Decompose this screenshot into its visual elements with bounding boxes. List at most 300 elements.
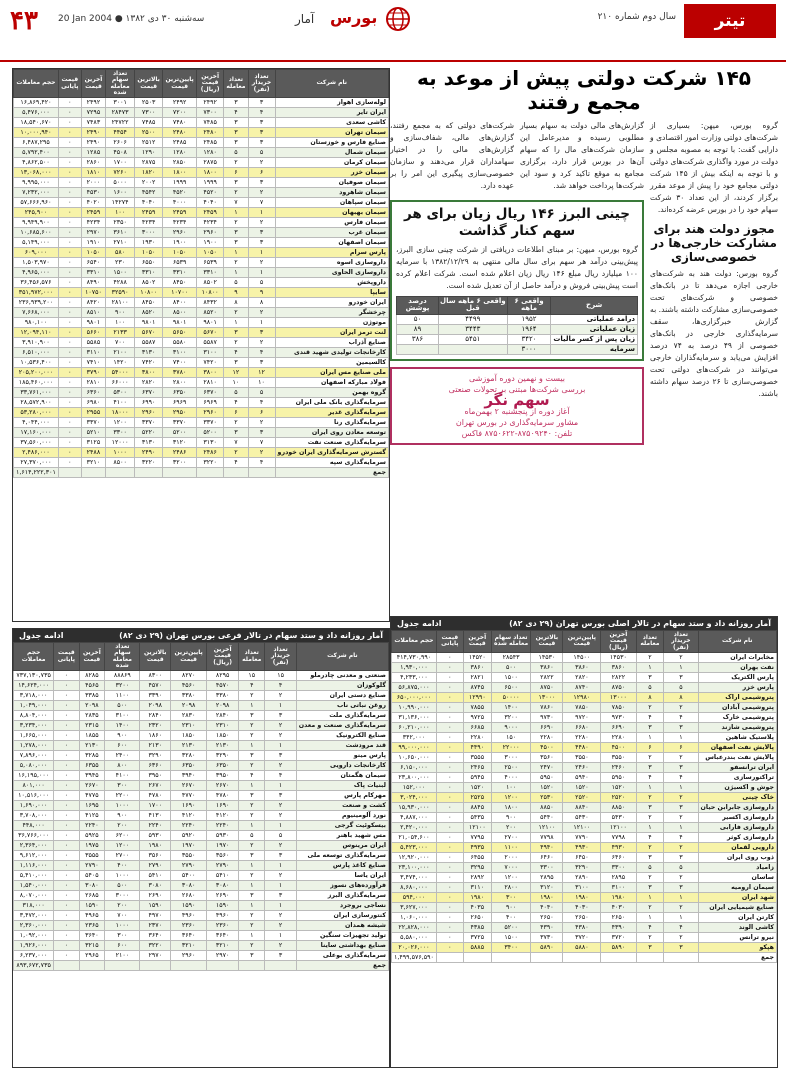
value-cell: ۳۶,۴۵۶,۵۷۶ [14, 278, 59, 288]
value-cell: ۵۵۸۰ [163, 338, 197, 348]
table-row [14, 258, 389, 268]
value-cell: ۳ [239, 891, 265, 901]
company-name-cell: سیمان غرب [275, 228, 388, 238]
company-name-cell: داروسازی کوثر [698, 832, 777, 842]
company-name-cell: صنایع بهداشتی ساینا [296, 941, 388, 951]
value-cell: ۱ [239, 931, 265, 941]
ad-line-2: آغاز دوره از پنجشنبه ۲ بهمن‌ماه [464, 406, 570, 416]
value-cell: ۱ [224, 318, 248, 328]
value-cell: ۷۸۵۰ [601, 702, 636, 712]
value-cell: ۳ [664, 942, 698, 952]
value-cell: ۵۲۲۰ [135, 428, 163, 438]
value-cell: ۲۸۷۵ [135, 158, 163, 168]
value-cell: ۳ [224, 118, 248, 128]
company-name-cell: لبنیات پاک [296, 781, 388, 791]
value-cell: ۱۹۰۰ [197, 238, 224, 248]
value-cell: ۸۳۰۰ [140, 671, 171, 681]
table-row [392, 732, 777, 742]
value-cell: ۱۲۰۰ [491, 872, 530, 882]
value-cell: ۱۹۷۵ [79, 841, 105, 851]
value-cell: ۱۱۰۰ [491, 842, 530, 852]
value-cell: ۷۷۹۸ [601, 832, 636, 842]
value-cell: ۲ [636, 932, 664, 942]
main-table-header [14, 70, 389, 98]
value-cell: ۳۵۱,۹۷۲,۰۰۰ [14, 288, 59, 298]
company-name-cell: کارخانجات تولیدی شهید قندی [275, 348, 388, 358]
value-cell: ۲ [265, 811, 296, 821]
bottom-left-title-bar [13, 629, 389, 642]
value-cell: ۵ [265, 831, 296, 841]
value-cell: ۶۶۸۵ [463, 722, 491, 732]
value-cell: ۴۱۲۵ [79, 811, 105, 821]
company-name-cell: نساجی بروجرد [296, 901, 388, 911]
value-cell: ۵,۴۷۶,۰۰۰ [14, 108, 59, 118]
value-cell: ۴۹۶۰ [207, 911, 239, 921]
value-cell: ۳ [224, 358, 248, 368]
value-cell: ۵ [248, 278, 275, 288]
value-cell: ۲۹۵۵ [81, 408, 105, 418]
table-row [14, 438, 389, 448]
value-cell: ۰ [58, 268, 81, 278]
company-name-cell: نفت بهران [698, 662, 777, 672]
value-cell: ۲۴۷۰ [531, 762, 563, 772]
value-cell: ۱ [636, 732, 664, 742]
value-cell: ۱۹۵۲ [507, 314, 551, 324]
value-cell: ۹۹,۰۰۰,۰۰۰ [392, 742, 437, 752]
value-cell: ۰ [436, 682, 463, 692]
value-cell: ۰ [58, 158, 81, 168]
value-cell: ۶,۵۱۰,۰۰۰ [14, 348, 59, 358]
value-cell: ۱۲۱۰۰ [601, 822, 636, 832]
value-cell: ۲۵۳۰ [531, 792, 563, 802]
value-cell: ۱,۹۲۶,۰۰۰ [14, 941, 54, 951]
table-row [14, 791, 389, 801]
value-cell: ۵۴۱۰ [207, 871, 239, 881]
value-cell: ۵,۵۸۰,۰۰۰ [392, 932, 437, 942]
value-cell: ۱,۶۶۵,۰۰۰ [14, 731, 54, 741]
bottom-left-col-header: پایین‌ترین قیمت [171, 643, 207, 671]
value-cell: ۲۷۰۰ [105, 851, 140, 861]
main-col-header: تعداد معامله [224, 70, 248, 98]
value-cell: ۳۳۸۰ [171, 691, 207, 701]
value-cell: ۲ [664, 752, 698, 762]
value-cell: ۲ [248, 218, 275, 228]
value-cell: ۱۹۹۹ [197, 178, 224, 188]
value-cell: ۳۵۶۰ [207, 851, 239, 861]
value-cell: ۳۳۱۰ [135, 268, 163, 278]
value-cell: ۲۹۶۵ [79, 951, 105, 961]
value-cell: ۳ [636, 802, 664, 812]
table-row [392, 912, 777, 922]
company-name-cell: درآمد عملیاتی [551, 314, 638, 324]
value-cell: ۶ [224, 408, 248, 418]
value-cell: ۰ [436, 842, 463, 852]
company-name-cell: چرخشگر [275, 308, 388, 318]
main-col-header: آخرین قیمت [81, 70, 105, 98]
value-cell: ۱۴۵۰۰ [563, 652, 601, 662]
value-cell: ۴ [636, 922, 664, 932]
value-cell: ۶۶۰۰۰ [106, 378, 135, 388]
value-cell: ۰ [436, 692, 463, 702]
value-cell: ۲ [636, 792, 664, 802]
value-cell: ۵۶۷۰ [135, 328, 163, 338]
main-col-header: پایین‌ترین قیمت [163, 70, 197, 98]
value-cell: ۲۸۲۱ [463, 672, 491, 682]
company-name-cell: پتروشیمی شازند [698, 722, 777, 732]
value-cell: ۲ [224, 338, 248, 348]
table-row [14, 731, 389, 741]
company-name-cell: داروسازی جابرابن حیان [698, 802, 777, 812]
value-cell: ۱۰ [224, 378, 248, 388]
value-cell: ۲۲۸۰ [563, 732, 601, 742]
value-cell: ۰ [436, 792, 463, 802]
value-cell: ۰ [58, 258, 81, 268]
main-col-header: تعداد سهام معامله شده [106, 70, 135, 98]
company-name-cell: پتروشیمی اراک [698, 692, 777, 702]
value-cell: ۹۸۰۱ [197, 318, 224, 328]
value-cell: ۱۰۵۰ [163, 248, 197, 258]
value-cell: ۲۴۷۲۲ [106, 118, 135, 128]
value-cell: ۲۸,۵۷۲,۹۰۰ [14, 398, 59, 408]
value-cell [239, 961, 265, 971]
table-row [14, 168, 389, 178]
ad-brand: سهم نگر [484, 390, 550, 409]
value-cell: ۴ [248, 458, 275, 468]
value-cell: ۲۵۰۳ [135, 98, 163, 108]
value-cell: ۴۰۰۰ [163, 198, 197, 208]
value-cell: ۲ [664, 702, 698, 712]
value-cell: ۲۳,۱۰۰,۰۰۰ [392, 862, 437, 872]
value-cell: ۱۰۵۰ [81, 248, 105, 258]
value-cell: ۲۶۷۰ [207, 781, 239, 791]
value-cell: ۲ [239, 691, 265, 701]
value-cell: ۲۴۸۰ [163, 128, 197, 138]
value-cell [664, 952, 698, 962]
value-cell: ۲ [664, 652, 698, 662]
value-cell: ۱۴۵۳۰ [601, 652, 636, 662]
value-cell: ۱۰,۶۵۰,۰۰۰ [392, 752, 437, 762]
value-cell: ۲۳۵۰ [106, 218, 135, 228]
company-name-cell: دارویی لقمان [698, 842, 777, 852]
value-cell: ۲۳۶۰ [207, 921, 239, 931]
value-cell: ۲ [239, 761, 265, 771]
value-cell: ۲ [239, 871, 265, 881]
value-cell: ۲۹۶۰ [163, 228, 197, 238]
table-row [14, 338, 389, 348]
value-cell: ۲۴۸۶ [197, 448, 224, 458]
value-cell: ۱,۰۹۲,۰۰۰ [14, 931, 54, 941]
company-name-cell: مخابرات ایران [698, 652, 777, 662]
value-cell: ۲۸۹۵ [601, 872, 636, 882]
value-cell: ۵۴۰۵ [79, 871, 105, 881]
value-cell: ۸۰۱,۰۰۰ [14, 781, 54, 791]
value-cell: ۴۱۰۰ [105, 771, 140, 781]
value-cell: ۵۲۱۰ [81, 428, 105, 438]
company-name-cell: کارخانجات دارویی [296, 761, 388, 771]
value-cell: ۰ [436, 762, 463, 772]
value-cell: ۳۰۸۰ [207, 881, 239, 891]
table-row [392, 772, 777, 782]
news-box-col-header: درصد پوشش [397, 297, 439, 315]
value-cell: ۳۳۷۰ [135, 418, 163, 428]
value-cell: ۰ [436, 862, 463, 872]
value-cell: ۴ [239, 771, 265, 781]
value-cell: ۱۴۰۰ [491, 702, 530, 712]
value-cell: ۳۱۰۰ [163, 348, 197, 358]
value-cell: ۱ [248, 208, 275, 218]
value-cell: ۱۲۹۰ [135, 148, 163, 158]
company-name-cell: کنتورسازی ایران [296, 911, 388, 921]
table-row [14, 238, 389, 248]
bottom-right-col-header: آخرین قیمت [463, 631, 491, 653]
value-cell: ۲۹۷۰ [207, 951, 239, 961]
value-cell: ۱۶۹۰ [207, 801, 239, 811]
company-name-cell: صنعتی و معدنی چادرملو [296, 671, 388, 681]
ad-title: بیست و نهمین دوره آموزشی [468, 373, 566, 383]
value-cell: ۴۰۲۰ [81, 198, 105, 208]
value-cell: ۴۳۸۰ [563, 922, 601, 932]
value-cell: ۵ [664, 862, 698, 872]
company-name-cell: صنایع الکترونیک [296, 731, 388, 741]
value-cell: ۲ [248, 338, 275, 348]
value-cell: ۱۵,۹۳۰,۰۰۰ [392, 802, 437, 812]
value-cell: ۹۷۲۰ [563, 712, 601, 722]
value-cell: ۲ [636, 752, 664, 762]
value-cell: ۱۷,۱۶۰,۰۰۰ [14, 428, 59, 438]
table-row [392, 902, 777, 912]
company-name-cell: سایپا [275, 288, 388, 298]
value-cell: ۲۸۱۰۰ [106, 298, 135, 308]
value-cell: ۲ [265, 721, 296, 731]
table-row [14, 691, 389, 701]
value-cell: ۱ [265, 741, 296, 751]
value-cell: ۰ [436, 852, 463, 862]
value-cell: ۱۸۵۰ [207, 731, 239, 741]
value-cell: ۰ [436, 832, 463, 842]
value-cell: ۶۹۸۰ [81, 398, 105, 408]
table-row [392, 872, 777, 882]
value-cell: ۵۷,۶۶۶,۹۶۰ [14, 198, 59, 208]
value-cell: ۱,۶۱۴,۲۲۲,۳۰۱ [14, 468, 59, 478]
value-cell: ۳۳۷۰ [163, 418, 197, 428]
table-row [14, 951, 389, 961]
value-cell: ۵۸۹۰ [601, 942, 636, 952]
table-row [14, 358, 389, 368]
value-cell [531, 952, 563, 962]
table-row [14, 811, 389, 821]
table-row [14, 831, 389, 841]
value-cell: ۴۴۸,۰۰۰ [14, 821, 54, 831]
value-cell: ۳۶۱۰ [106, 228, 135, 238]
value-cell: ۲۲۴۰ [140, 821, 171, 831]
bottom-right-col-header: تعداد خریدار (نفر) [664, 631, 698, 653]
value-cell: ۳ [636, 672, 664, 682]
company-name-cell: صنایع فارس و خوزستان [275, 138, 388, 148]
value-cell: ۴ [636, 832, 664, 842]
ad-line-1: بررسی شرکت‌ها مبتنی بر تحولات صنعتی [448, 384, 586, 394]
value-cell: ۱۰۰۰ [106, 448, 135, 458]
value-cell: ۷۰۰ [106, 338, 135, 348]
value-cell: ۵۳,۲۸۰,۰۰۰ [14, 408, 59, 418]
value-cell: ۳۷۲۰ [601, 932, 636, 942]
value-cell: ۱۲۹۹۰ [463, 692, 491, 702]
value-cell: ۳۳۱۰ [81, 268, 105, 278]
value-cell: ۰ [54, 771, 79, 781]
value-cell [197, 468, 224, 478]
value-cell: ۰ [58, 248, 81, 258]
company-name-cell: سرمایه‌گذاری سپه [275, 458, 388, 468]
value-cell: ۴۷۷۵ [79, 791, 105, 801]
value-cell: ۴ [265, 681, 296, 691]
value-cell: ۲۹۷۰ [81, 228, 105, 238]
value-cell: ۰ [436, 702, 463, 712]
table-row [14, 861, 389, 871]
value-cell: ۵۸۹۰ [531, 942, 563, 952]
company-name-cell: ساسان [698, 872, 777, 882]
value-cell: ۰ [58, 428, 81, 438]
value-cell [248, 468, 275, 478]
value-cell: ۵ [239, 831, 265, 841]
value-cell: ۳۳۰۰ [601, 862, 636, 872]
value-cell: ۴۵۰۰ [601, 742, 636, 752]
value-cell: ۰ [436, 922, 463, 932]
value-cell: ۴۲۸۸ [106, 278, 135, 288]
value-cell: ۳۳۸۰ [207, 691, 239, 701]
value-cell: ۲۴۹۲ [163, 98, 197, 108]
value-cell: ۶۳۶۰ [140, 761, 171, 771]
value-cell: ۲۱۳۳ [106, 328, 135, 338]
table-row [14, 178, 389, 188]
company-name-cell: سرمایه‌گذاری توسعه ملی [296, 851, 388, 861]
value-cell: ۳۲۲۰ [197, 458, 224, 468]
value-cell: ۵۹۳۰ [207, 831, 239, 841]
value-cell: ۲۶۸۰ [171, 891, 207, 901]
value-cell: ۲ [265, 761, 296, 771]
table-row [14, 188, 389, 198]
company-name-cell: ذوب روی ایران [698, 852, 777, 862]
company-name-cell: پارس سرام [275, 248, 388, 258]
company-name-cell: روغن نباتی ناب [296, 701, 388, 711]
value-cell: ۲ [664, 842, 698, 852]
bottom-right-col-header: بالاترین قیمت [531, 631, 563, 653]
value-cell: ۱,۱۱۶,۰۰۰ [14, 861, 54, 871]
value-cell: ۱۵۹۰ [171, 901, 207, 911]
value-cell: ۵۰۰۰۰ [491, 692, 530, 702]
value-cell: ۱۲۰۰ [105, 841, 140, 851]
value-cell: ۸۲۹۵ [207, 671, 239, 681]
value-cell: ۱۹۸۰ [563, 892, 601, 902]
news-box [390, 200, 644, 361]
bottom-left-table-panel [12, 628, 390, 1068]
value-cell: ۸۸۵۰ [601, 802, 636, 812]
table-row [14, 821, 389, 831]
value-cell: ۳۹۵۰ [207, 771, 239, 781]
page-number: ۴۳ [10, 6, 38, 36]
value-cell: ۲۱,۰۵۴,۶۰۰ [392, 832, 437, 842]
value-cell: ۳۱۲۰ [163, 438, 197, 448]
value-cell: ۶ [248, 168, 275, 178]
value-cell: ۳۰۸۰ [79, 881, 105, 891]
value-cell [436, 952, 463, 962]
value-cell: ۳۵۵۰ [601, 752, 636, 762]
value-cell: ۱۲۸۵ [81, 148, 105, 158]
value-cell: ۱ [248, 318, 275, 328]
main-col-header: آخرین قیمت (ریال) [197, 70, 224, 98]
value-cell: ۳ [239, 711, 265, 721]
value-cell: ۰ [54, 861, 79, 871]
value-cell: ۰ [58, 368, 81, 378]
value-cell: ۰ [58, 168, 81, 178]
value-cell: ۴۹۴۰ [531, 842, 563, 852]
news-box-headline: چینی البرز ۱۴۶ ریال زیان برای هر سهم کنار گذاشت [403, 206, 630, 239]
table-row [14, 318, 389, 328]
value-cell: ۸,۸۰۴,۰۰۰ [14, 711, 54, 721]
value-cell: ۰ [436, 802, 463, 812]
value-cell: ۱۹۸۰ [140, 841, 171, 851]
value-cell: ۳۰۰ [105, 931, 140, 941]
bottom-right-table-panel [390, 616, 778, 1068]
value-cell: ۲ [224, 308, 248, 318]
value-cell: ۱ [239, 741, 265, 751]
value-cell: ۲۶۸۵ [79, 891, 105, 901]
value-cell: ۰ [54, 721, 79, 731]
value-cell: ۱۳۰۰۰ [601, 692, 636, 702]
value-cell: ۳۱۱۰ [81, 348, 105, 358]
value-cell: ۳ [248, 238, 275, 248]
main-col-header: نام شرکت [275, 70, 388, 98]
value-cell: ۲۴۵۹ [81, 208, 105, 218]
value-cell: ۰ [436, 882, 463, 892]
value-cell [81, 468, 105, 478]
value-cell: ۳۴۲۰ [507, 334, 551, 344]
value-cell: ۱ [248, 268, 275, 278]
value-cell: ۱۸۲۰ [135, 168, 163, 178]
value-cell: ۲۴۸۵ [163, 138, 197, 148]
value-cell: ۲ [224, 258, 248, 268]
value-cell: ۶۹۶۹ [197, 398, 224, 408]
value-cell: ۳۴۴۳ [439, 324, 508, 334]
table-row [14, 761, 389, 771]
value-cell: ۲۹۷۰ [140, 951, 171, 961]
company-name-cell: تراکتورسازی [698, 772, 777, 782]
value-cell: ۱۰,۶۸۵,۶۰۰ [14, 228, 59, 238]
value-cell: ۳,۹۱۰,۹۰۰ [14, 338, 59, 348]
table-row [14, 328, 389, 338]
value-cell: ۳ [224, 138, 248, 148]
value-cell: ۸۵۲۰ [197, 308, 224, 318]
value-cell: ۵۹۴۰ [563, 772, 601, 782]
value-cell: ۲ [265, 911, 296, 921]
value-cell: ۸۵۱۰ [81, 308, 105, 318]
value-cell: ۲ [636, 842, 664, 852]
bottom-right-col-header: پایین‌ترین قیمت [563, 631, 601, 653]
value-cell: ۲ [239, 731, 265, 741]
value-cell: ۵۵۸۷ [135, 338, 163, 348]
value-cell: ۳۵۵۰ [563, 752, 601, 762]
table-row [14, 388, 389, 398]
table-row [392, 842, 777, 852]
value-cell: ۳۳۷۰ [81, 418, 105, 428]
company-name-cell: پارس مینو [296, 751, 388, 761]
value-cell: ۰ [436, 822, 463, 832]
company-name-cell: سرمایه [551, 344, 638, 354]
company-name-cell: لوله‌سازی اهواز [275, 98, 388, 108]
value-cell: ۴ [664, 712, 698, 722]
value-cell: ۵۴۵۱ [439, 334, 508, 344]
value-cell [163, 468, 197, 478]
value-cell: ۲ [636, 702, 664, 712]
value-cell: ۴۰۳۰ [563, 902, 601, 912]
